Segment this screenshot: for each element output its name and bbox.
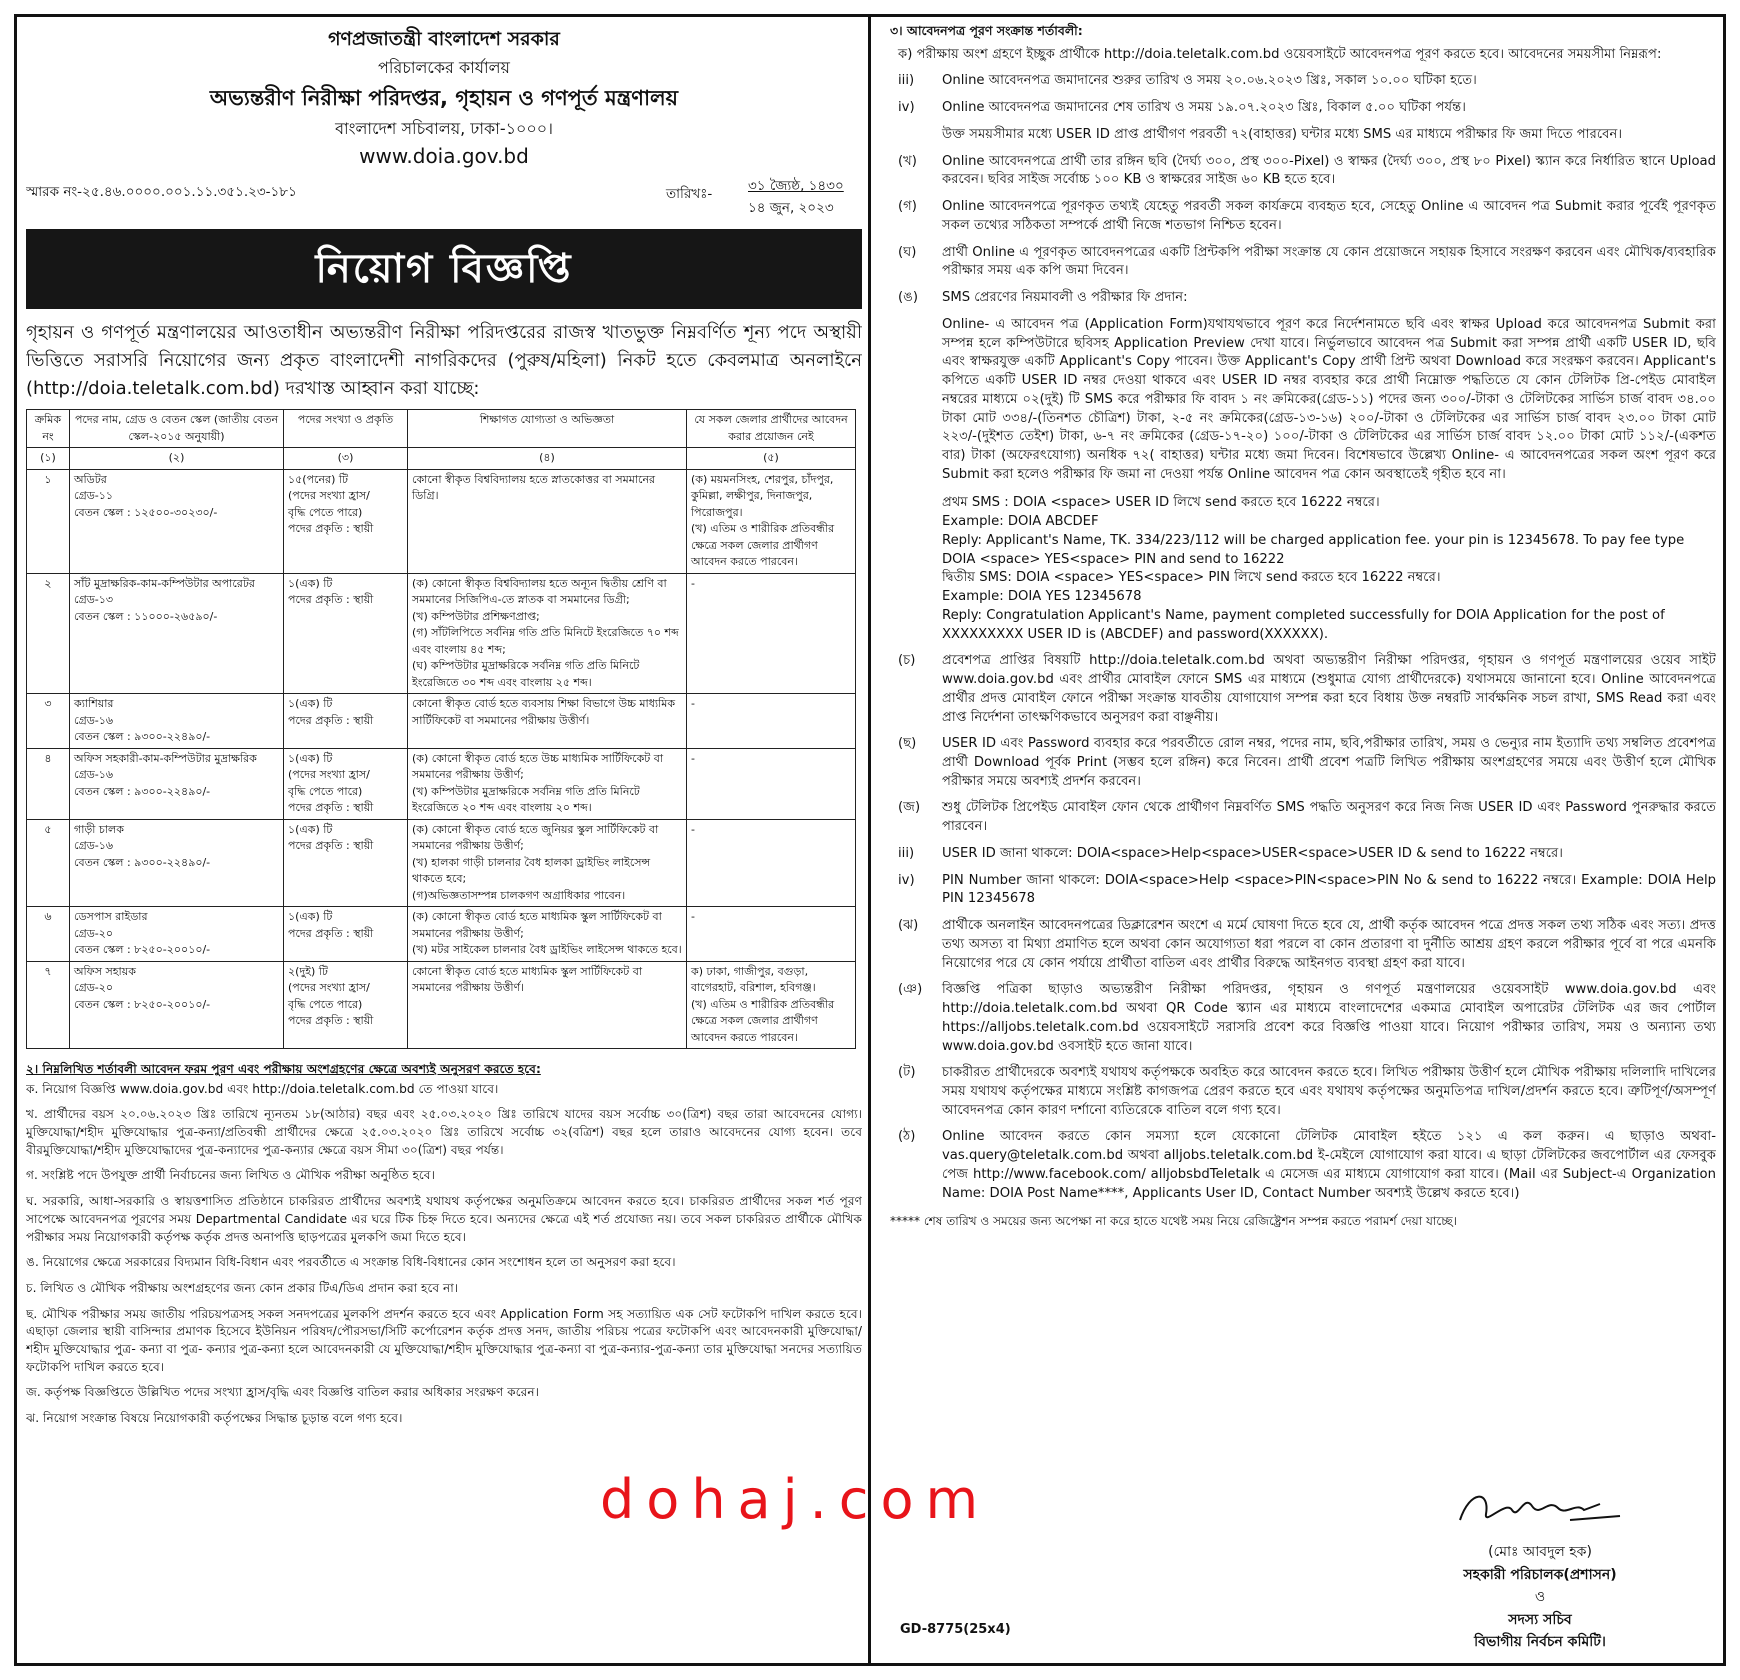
- cell-exclusion: [687, 573, 856, 694]
- watermark: dohaj.com: [600, 1468, 991, 1531]
- cell-post-line: গ্রেড-১৩: [74, 593, 114, 607]
- cell-post: [70, 694, 284, 749]
- header-qualification: শিক্ষাগত যোগ্যতা ও অভিজ্ঞতা: [408, 410, 687, 448]
- item-text: উক্ত সময়সীমার মধ্যে USER ID প্রাপ্ত প্রার্থীগণ পরবর্তী ৭২(বাহাত্তর) ঘন্টার মধ্যে SMS এর মাধ্যমে পরীক্ষার ফি জমা দিতে পারবেন।: [942, 126, 1623, 142]
- item-marker: (চ): [898, 653, 916, 669]
- notice-banner: নিয়োগ বিজ্ঞপ্তি: [26, 229, 862, 309]
- table-body: [27, 469, 856, 1049]
- cell-count-line: ২(দুই) টি: [288, 964, 328, 978]
- item-text: Online আবেদনপত্র জমাদানের শুরুর তারিখ ও সময় ২০.০৬.২০২৩ খ্রিঃ, সকাল ১০.০০ ঘটিকা হতে।: [942, 73, 1477, 89]
- cell-exclusion-line: (খ) এতিম ও শারীরিক প্রতিবন্ধীর ক্ষেত্রে সকল জেলার প্রার্থীগণ আবেদন করতে পারবেন।: [691, 997, 835, 1044]
- colnum: (২): [70, 448, 284, 470]
- cell-post-line: গ্রেড-১৬: [74, 713, 114, 727]
- cell-post-line: বেতন স্কেল : ৯৩০০-২২৪৯০/-: [74, 784, 211, 798]
- cell-post-line: বেতন স্কেল : ১১০০০-২৬৫৯০/-: [74, 609, 218, 623]
- cell-count-line: বৃদ্ধি পেতে পারে): [288, 784, 363, 798]
- cell-qualification: [408, 573, 687, 694]
- cell-post: [70, 819, 284, 907]
- cell-qualification: [408, 469, 687, 573]
- condition-item: ঝ. নিয়োগ সংক্রান্ত বিষয়ে নিয়োগকারী কর্তৃপক্ষের সিদ্ধান্ত চূড়ান্ত বলে গণ্য হবে।: [26, 1411, 403, 1426]
- right-column: [890, 22, 1716, 1662]
- website: www.doia.gov.bd: [359, 144, 529, 169]
- cell-count-line: পদের প্রকৃতি : স্থায়ী: [288, 522, 374, 536]
- application-conditions-title: ৩। আবেদনপত্র পূরণ সংক্রান্ত শর্তাবলী:: [890, 23, 1083, 38]
- cell-post: [70, 748, 284, 819]
- table-header-row: [27, 410, 856, 448]
- condition-item: [890, 917, 1716, 973]
- condition-item: ক. নিয়োগ বিজ্ঞপ্তি www.doia.gov.bd এবং http://doia.teletalk.com.bd তে পাওয়া যাবে।: [26, 1081, 499, 1096]
- cell-post-line: ক্যাশিয়ার: [74, 697, 114, 711]
- sms-line: প্রথম SMS : DOIA <space> USER ID লিখে send করতে হবে 16222 নম্বরে।: [942, 495, 1380, 511]
- item-marker: (ঠ): [898, 1129, 916, 1145]
- item-marker: (ঞ): [898, 982, 923, 998]
- table-row: [27, 961, 856, 1049]
- cell-exclusion-line: ক) ঢাকা, গাজীপুর, বগুড়া, বাগেরহাট, বরিশাল, হবিগঞ্জ।: [691, 964, 816, 995]
- item-marker: (ঘ): [898, 244, 917, 260]
- department-name: অভ্যন্তরীণ নিরীক্ষা পরিদপ্তর, গৃহায়ন ও গণপূর্ত মন্ত্রণালয়: [209, 85, 679, 110]
- cell-exclusion: [687, 748, 856, 819]
- cell-count-line: ১(এক) টি: [288, 697, 333, 711]
- header-exclusion: যে সকল জেলার প্রার্থীদের আবেদন করার প্রয়োজন নেই: [687, 410, 856, 448]
- conditions-title: ২। নিম্নলিখিত শর্তাবলী আবেদন ফরম পুরণ এবং পরীক্ষায় অংশগ্রহণের ক্ষেত্রে অবশ্যই অনুসরণ করতে হবে:: [26, 1062, 541, 1077]
- cell-post-line: বেতন স্কেল : ৯৩০০-২২৪৯০/-: [74, 855, 211, 869]
- date-label: তারিখঃ-: [666, 186, 713, 203]
- item-text: Online আবেদনপত্রে প্রার্থী তার রঙ্গিন ছবি (দৈর্ঘ্য ৩০০, প্রস্থ ৩০০-Pixel) ও স্বাক্ষর (দৈর্ঘ্য ৩০০, প্রস্থ ৮০ Pixel) স্ক্যান করে নির্ধারিত স্থানে Upload করবেন। ছবির সাইজ সর্বোচ্চ ১০০ KB ও স্বাক্ষরের সাইজ ৬০ KB হতে হবে।: [942, 153, 1716, 188]
- cell-post-line: বেতন স্কেল : ৮২৫০-২০০১০/-: [74, 943, 211, 957]
- condition-item: [890, 799, 1716, 836]
- cell-count-line: ১(এক) টি: [288, 910, 333, 924]
- general-conditions: [26, 1061, 862, 1428]
- left-column: [26, 22, 862, 1662]
- cell-serial: ১: [27, 469, 70, 573]
- cell-count-line: বৃদ্ধি পেতে পারে): [288, 997, 363, 1011]
- condition-item: [890, 1128, 1716, 1203]
- cell-serial: ৫: [27, 819, 70, 907]
- cell-count-line: (পদের সংখ্যা হ্রাস/: [288, 768, 370, 782]
- item-text: Online আবেদনপত্রে পূরণকৃত তথ্যই যেহেতু পরবর্তী সকল কার্যক্রমে ব্যবহৃত হবে, সেহেতু Online এ আবেদন পত্র Submit করার পূর্বেই পূরণকৃত সকল তথ্যের সঠিকতা সম্পর্কে প্রার্থী নিজে শতভাগ নিশ্চিত হবেন।: [942, 199, 1716, 233]
- item-text: চাকরীরত প্রার্থীদেরকে অবশ্যই যথাযথ কর্তৃপক্ষকে অবহিত করে আবেদন করতে হবে। লিখিত পরীক্ষায় উত্তীর্ণ হলে মৌখিক পরীক্ষায় দলিলাদি দাখিলের সময় যথাযথ কর্তৃপক্ষের মাধ্যমে সংশ্লিষ্ট কাগজপত্র প্রেরণ করতে হবে এবং যথাযথ কর্তৃপক্ষের অনুমতিপত্র দাখিল/প্রদর্শন করতে হবে। ত্রুটিপূর্ণ/অসম্পূর্ণ আবেদনপত্র কোন কারণ দর্শানো ব্যতিরেকে বাতিল বলে গণ্য হবে।: [942, 1065, 1716, 1118]
- cell-qualification: [408, 961, 687, 1049]
- cell-count: [284, 961, 408, 1049]
- sms-line: Reply: Applicant's Name, TK. 334/223/112 will be charged application fee. your pin is 12345678. To pay fee type DOIA <space> YES<space> PIN and send to 16222: [942, 532, 1685, 567]
- cell-count: [284, 573, 408, 694]
- item-text: শুধু টেলিটক প্রিপেইড মোবাইল ফোন থেকে প্রার্থীগণ নিম্নবর্ণিত SMS পদ্ধতি অনুসরণ করে নিজ নিজ USER ID এবং Password পুনরুদ্ধার করতে পারবেন।: [942, 800, 1716, 835]
- condition-item: গ. সংশ্লিষ্ট পদে উপযুক্ত প্রার্থী নির্বাচনের জন্য লিখিত ও মৌখিক পরীক্ষা অনুষ্ঠিত হবে।: [26, 1168, 435, 1183]
- condition-item: [890, 289, 1716, 308]
- application-items: [890, 72, 1716, 307]
- cell-post-line: গ্রেড-১৬: [74, 768, 114, 782]
- colnum: (৩): [284, 448, 408, 470]
- cell-count-line: (পদের সংখ্যা হ্রাস/: [288, 489, 370, 503]
- advice-note: ***** শেষ তারিখ ও সময়ের জন্য অপেক্ষা না করে হাতে যথেষ্ট সময় নিয়ে রেজিষ্ট্রেশন সম্পন্ন করতে পরামর্শ দেয়া যাচ্ছে।: [890, 1214, 1457, 1229]
- cell-serial: ৬: [27, 907, 70, 962]
- item-text: প্রবেশপত্র প্রাপ্তির বিষয়টি http://doia.teletalk.com.bd অথবা অভ্যন্তরীণ নিরীক্ষা পরিদপ্তর, গৃহায়ন ও গণপূর্ত মন্ত্রণালয়ের ওয়েব সাইট www.doia.gov.bd এবং প্রার্থীর মোবাইল ফোনে SMS এর মাধ্যমে (শুধুমাত্র যোগ্য প্রার্থীদেরকে) যথাসময়ে জানানো হবে। Online আবেদনপত্রে প্রার্থীর প্রদত্ত মোবাইল ফোনে পরীক্ষা সংক্রান্ত যাবতীয় যোগাযোগ সম্পন্ন করা হবে বিধায় উক্ত নম্বরটি সার্বক্ষনিক সচল রাখা, SMS Read করা এবং প্রাপ্ত নির্দেশনা তাৎক্ষণিকভাবে অনুসরণ করা বাঞ্ছনীয়।: [942, 653, 1716, 725]
- item-marker: (ঙ): [898, 290, 918, 306]
- condition-item: [890, 735, 1716, 791]
- cell-count-line: পদের প্রকৃতি : স্থায়ী: [288, 839, 374, 853]
- cell-count-line: পদের প্রকৃতি : স্থায়ী: [288, 1014, 374, 1028]
- date-english: ১৪ জুন, ২০২৩: [748, 200, 834, 217]
- cell-count-line: (পদের সংখ্যা হ্রাস/: [288, 981, 370, 995]
- cell-post-line: বেতন স্কেল : ৮২৫০-২০০১০/-: [74, 997, 211, 1011]
- item-text: SMS প্রেরণের নিয়মাবলী ও পরীক্ষার ফি প্রদান:: [942, 290, 1188, 306]
- cell-post-line: গ্রেড-১১: [74, 489, 114, 503]
- cell-post-line: গ্রেড-২০: [74, 926, 114, 940]
- cell-post-line: অডিটর: [74, 472, 107, 486]
- colnum: (১): [27, 448, 70, 470]
- cell-exclusion: [687, 694, 856, 749]
- cell-qualification: [408, 694, 687, 749]
- condition-item: [890, 126, 1716, 145]
- cell-serial: ৪: [27, 748, 70, 819]
- cell-qualification-line: (গ) সাঁটলিপিতে সর্বনিম্ন গতি প্রতি মিনিটে ইংরেজিতে ৭০ শব্দ এবং বাংলায় ৪৫ শব্দ;: [412, 626, 679, 656]
- cell-post-line: অফিস সহকারী-কাম-কম্পিউটার মুদ্রাক্ষরিক: [74, 751, 257, 765]
- cell-exclusion-line: (খ) এতিম ও শারীরিক প্রতিবন্ধীর ক্ষেত্রে সকল জেলার প্রার্থীগণ আবেদন করতে পারবেন।: [691, 522, 835, 569]
- cell-post-line: বেতন স্কেল : ১২৫০০-৩০২৩০/-: [74, 505, 218, 519]
- cell-qualification-line: কোনো স্বীকৃত বোর্ড হতে ব্যবসায় শিক্ষা বিভাগে উচ্চ মাধ্যমিক সার্টিফিকেট বা সমমানের পরীক্ষায় উত্তীর্ণ।: [412, 697, 676, 727]
- item-marker: (ঝ): [898, 918, 919, 934]
- header-post: পদের নাম, গ্রেড ও বেতন স্কেল (জাতীয় বেতন স্কেল-২০১৫ অনুযায়ী): [70, 410, 284, 448]
- item-marker: iii): [898, 73, 915, 89]
- item-text: বিজ্ঞপ্তি পত্রিকা ছাড়াও অভ্যন্তরীণ নিরীক্ষা পরিদপ্তর, গৃহায়ন ও গণপূর্ত মন্ত্রণালয়ের ওয়েবসাইট www.doia.gov.bd এবং http://doia.teletalk.com.bd অথবা QR Code স্ক্যান এর মাধ্যমে বাংলাদেশের একমাত্র মোবাইল অপারেটর টেলিটক এর জব পোর্টাল https://alljobs.teletalk.com.bd ওয়েবসাইটে সরাসরি প্রবেশ করে বিজ্ঞপ্তি পাওয়া যাবে। নিয়োগ পরীক্ষার তারিখ, সময় ও অন্যান্য তথ্য www.doia.gov.bd ওবসাইট হতে জানা যাবে।: [942, 982, 1716, 1054]
- item-marker: (খ): [898, 153, 917, 169]
- cell-count-line: ১(এক) টি: [288, 822, 333, 836]
- sms-line: Example: DOIA ABCDEF: [942, 514, 1099, 530]
- signatory-committee: বিভাগীয় নির্বচন কমিটি।: [1474, 1633, 1606, 1650]
- cell-exclusion-line: (ক) ময়মনসিংহ, শেরপুর, চাঁদপুর, কুমিল্লা, লক্ষীপুর, দিনাজপুর, পিরোজপুর।: [691, 472, 834, 519]
- cell-post-line: অফিস সহায়ক: [74, 964, 136, 978]
- cell-qualification-line: (ক) কোনো স্বীকৃত বোর্ড হতে মাধ্যমিক স্কুল সার্টিফিকেট বা সমমানের পরীক্ষায় উত্তীর্ণ;: [412, 910, 662, 940]
- cell-post: [70, 961, 284, 1049]
- office-name: পরিচালকের কার্যালয়: [378, 57, 510, 77]
- cell-exclusion-line: -: [691, 576, 695, 590]
- cell-post-line: গ্রেড-১৬: [74, 839, 114, 853]
- condition-item: [890, 845, 1716, 864]
- office-address: বাংলাদেশ সচিবালয়, ঢাকা-১০০০।: [335, 119, 553, 139]
- condition-item: [890, 198, 1716, 235]
- cell-qualification-line: (ক) কোনো স্বীকৃত বোর্ড হতে জুনিয়র স্কুল সার্টিফিকেট বা সমমানের পরীক্ষায় উত্তীর্ণ;: [412, 822, 659, 853]
- gd-code: GD-8775(25x4): [900, 1622, 1011, 1637]
- cell-post: [70, 907, 284, 962]
- colnum: (৫): [687, 448, 856, 470]
- header-count: পদের সংখ্যা ও প্রকৃতি: [284, 410, 408, 448]
- colnum: (৪): [408, 448, 687, 470]
- cell-count: [284, 469, 408, 573]
- cell-qualification-line: (খ) কম্পিউটার প্রশিক্ষণপ্রাপ্ত;: [412, 609, 540, 623]
- condition-item: খ. প্রার্থীদের বয়স ২০.০৬.২০২৩ খ্রিঃ তারিখে ন্যূনতম ১৮(আঠার) বছর এবং ২৫.০৩.২০২০ খ্রিঃ তারিখে যাদের বয়স সর্বোচ্চ ৩০(ত্রিশ) বছর তারা আবেদনের যোগ্য। মুক্তিযোদ্ধা/শহীদ মুক্তিযোদ্ধার পুত্র-কন্যা/প্রতিবন্ধী প্রার্থীদের ক্ষেত্রে ২৫.০৩.২০২০ খ্রিঃ তারিখে সর্বোচ্চ ৩২(বত্রিশ) বছর হলে তারাও আবেদনের যোগ্য হবেন। তবে বীরমুক্তিযোদ্ধা/শহীদ মুক্তিযোদ্ধাদের পুত্র-কন্যাদের পুত্র-কন্যার ক্ষেত্রে বয়স সীমা ৩০(ত্রিশ) বছর পর্যন্ত।: [26, 1107, 862, 1157]
- table-colnum-row: [27, 448, 856, 470]
- cell-exclusion-line: -: [691, 910, 695, 924]
- posts-table: [26, 409, 856, 1049]
- item-text: প্রার্থীকে অনলাইন আবেদনপত্রের ডিক্লারেশন অংশে এ মর্মে ঘোষণা দিতে হবে যে, প্রার্থী কর্তৃক আবেদন পত্রে প্রদত্ত সকল তথ্য সঠিক এবং সত্য। প্রদত্ত তথ্য অসত্য বা মিথ্যা প্রমাণিত হলে অথবা কোন অযোগ্যতা ধরা পরলে বা কোন প্রতারণা বা দুর্নীতি আশ্রয় গ্রহণ করলে পরীক্ষার পূর্বে বা পরে এমনকি নিয়োগের পরে যে কোন পর্যায়ে প্রার্থীতা বাতিল এবং প্রার্থীর বিরুদ্ধে আইনগত ব্যবস্থা গ্রহণ করা যাবে।: [942, 918, 1716, 971]
- gov-name: গণপ্রজাতন্ত্রী বাংলাদেশ সরকার: [328, 28, 560, 50]
- cell-count-line: পদের প্রকৃতি : স্থায়ী: [288, 713, 374, 727]
- cell-exclusion: [687, 469, 856, 573]
- cell-serial: ২: [27, 573, 70, 694]
- item-text: Online আবেদনপত্র জমাদানের শেষ তারিখ ও সময় ১৯.০৭.২০২৩ খ্রিঃ, বিকাল ৫.০০ ঘটিকা পর্যন্ত।: [942, 100, 1466, 116]
- date-bengali: ৩১ জ্যৈষ্ঠ, ১৪৩০: [748, 178, 844, 195]
- condition-item: [890, 244, 1716, 281]
- cell-post-line: গাড়ী চালক: [74, 822, 124, 836]
- item-marker: (ট): [898, 1065, 916, 1081]
- cell-count-line: বৃদ্ধি পেতে পারে): [288, 505, 363, 519]
- cell-count: [284, 907, 408, 962]
- condition-item: [890, 153, 1716, 190]
- cell-qualification: [408, 907, 687, 962]
- condition-item: জ. কর্তৃপক্ষ বিজ্ঞপ্তিতে উল্লিখিত পদের সংখ্যা হ্রাস/বৃদ্ধি এবং বিজ্ঞপ্তি বাতিল করার অধিকার সংরক্ষণ করেন।: [26, 1385, 539, 1400]
- cell-qualification: [408, 819, 687, 907]
- condition-item: ছ. মৌখিক পরীক্ষার সময় জাতীয় পরিচয়পত্রসহ সকল সনদপত্রের মুলকপি প্রদর্শন করতে হবে এবং Application Form সহ সত্যায়িত এক সেট ফটোকপি দাখিল করতে হবে। এছাড়া জেলার স্থায়ী বাসিন্দার প্রমাণক হিসেবে ইউনিয়ন পরিষদ/পৌরসভা/সিটি কর্পোরেশন কর্তৃক প্রদত্ত সনদ, জাতীয় পরিচয় পত্রের ফটোকপি এবং আবেদনকারী মুক্তিযোদ্ধা/শহীদ মুক্তিযোদ্ধার পুত্র- কন্যা বা পুত্র- কন্যার পুত্র-কন্যা হলে আবেদনকারী যে মুক্তিযোদ্ধা/শহীদ মুক্তিযোদ্ধার পুত্র-কন্যা বা পুত্র-কন্যার-পুত্র-কন্যা তার মুক্তিযোদ্ধা সনদের সত্যায়িত ফটোকপি দাখিল করতে হবে।: [26, 1306, 862, 1374]
- condition-item: [890, 99, 1716, 118]
- application-items-2: [890, 652, 1716, 1203]
- cell-count-line: ১(এক) টি: [288, 751, 333, 765]
- cell-qualification-line: (ঘ) কম্পিউটার মুদ্রাক্ষরিকে সর্বনিম্ন গতি প্রতি মিনিটে ইংরেজিতে ৩০ শব্দ এবং বাংলায় ২৫ শব্দ।: [412, 659, 640, 689]
- cell-qualification-line: (খ) হালকা গাড়ী চালনার বৈধ হালকা ড্রাইভিং লাইসেন্স থাকতে হবে;: [412, 855, 651, 886]
- sms-instructions: [890, 316, 1716, 644]
- letterhead: [26, 26, 862, 171]
- table-row: [27, 469, 856, 573]
- cell-qualification-line: কোনো স্বীকৃত বোর্ড হতে মাধ্যমিক স্কুল সার্টিফিকেট বা সমমানের পরীক্ষায় উত্তীর্ণ।: [412, 964, 643, 995]
- cell-qualification: [408, 748, 687, 819]
- cell-count: [284, 819, 408, 907]
- memo-number: স্মারক নং-২৫.৪৬.০০০০.০০১.১১.৩৫১.২৩-১৮১: [26, 184, 297, 201]
- table-row: [27, 573, 856, 694]
- item-marker: iv): [898, 100, 915, 116]
- item-text: USER ID জানা থাকলে: DOIA<space>Help<space>USER<space>USER ID & send to 16222 নম্বরে।: [942, 845, 1564, 861]
- cell-qualification-line: (ক) কোনো স্বীকৃত বোর্ড হতে উচ্চ মাধ্যমিক সার্টিফিকেট বা সমমানের পরীক্ষায় উত্তীর্ণ;: [412, 751, 664, 782]
- cell-count-line: ১(এক) টি: [288, 576, 333, 590]
- cell-count-line: ১৫(পনের) টি: [288, 472, 348, 486]
- cell-qualification-line: (খ) কম্পিউটার মুদ্রাক্ষরিকে সর্বনিম্ন গতি প্রতি মিনিটে ইংরেজিতে ২০ শব্দ এবং বাংলায় ২০ শব্দ।: [412, 784, 640, 815]
- sms-line: দ্বিতীয় SMS: DOIA <space> YES<space> PIN লিখে send করতে হবে 16222 নম্বরে।: [942, 570, 1441, 586]
- cell-exclusion: [687, 907, 856, 962]
- item-marker: iv): [898, 872, 915, 888]
- item-text: USER ID এবং Password ব্যবহার করে পরবর্তীতে রোল নম্বর, পদের নাম, ছবি,পরীক্ষার তারিখ, সময় ও ভেন্যুর নাম ইত্যাদি তথ্য সম্বলিত প্রবেশপত্র প্রার্থী Download পূর্বক Print (সম্ভব হলে রঙ্গিন) করে নিবেন। প্রার্থী প্রবেশ পত্রটি লিখিত পরীক্ষায় অংশগ্রহণের সময়ে এবং উত্তীর্ণ হলে মৌখিক পরীক্ষার সময়ে অবশ্যই প্রদর্শন করবেন।: [942, 736, 1716, 789]
- memo-line: [26, 177, 862, 225]
- cell-post: [70, 469, 284, 573]
- column-divider: [868, 14, 871, 1666]
- item-marker: (গ): [898, 199, 917, 215]
- cell-qualification-line: (ক) কোনো স্বীকৃত বিশ্ববিদ্যালয় হতে অন্যূন দ্বিতীয় শ্রেণি বা সমমানের সিজিপিএ-তে স্নাতক বা সমমানের ডিগ্রী;: [412, 576, 667, 607]
- condition-item: [890, 72, 1716, 91]
- signatory-name: (মোঃ আবদুল হক): [1488, 1544, 1592, 1561]
- condition-item: [890, 981, 1716, 1056]
- signatory-member: সদস্য সচিব: [1508, 1611, 1572, 1628]
- condition-item: [890, 872, 1716, 909]
- table-row: [27, 819, 856, 907]
- signature-block: [1380, 1480, 1700, 1653]
- signatory-title: সহকারী পরিচালক(প্রশাসন): [1463, 1566, 1617, 1583]
- signatory-and: ও: [1534, 1589, 1546, 1606]
- condition-item: ঘ. সরকারি, আধা-সরকারি ও স্বায়ত্তশাসিত প্রতিষ্ঠানে চাকরিরত প্রার্থীদের অবশ্যই যথাযথ কর্তৃপক্ষের অনুমতিক্রমে আবেদন করতে হবে। চাকরিরত প্রার্থীদের সকল শর্ত পূরণ সাপেক্ষে আবেদনপত্র পূরণের সময় Departmental Candidate এর ঘরে টিক চিহ্ন দিতে হবে। অন্যদের ক্ষেত্রে এই শর্ত প্রযোজ্য নয়। তবে সকল চাকরিরত প্রার্থীকে মৌখিক পরীক্ষার সময় নিয়োগকারী কর্তৃপক্ষ কর্তৃক প্রদত্ত অনাপত্তি ছাড়পত্রের মুলকপি জমা দিতে হবে।: [26, 1194, 862, 1244]
- item-marker: (ছ): [898, 736, 917, 752]
- cell-exclusion-line: -: [691, 751, 695, 765]
- sms-line: Reply: Congratulation Applicant's Name, payment completed successfully for DOIA Application for the post of XXXXXXXXX USER ID is (ABCDEF) and password(XXXXXX).: [942, 607, 1665, 642]
- item-text: প্রার্থী Online এ পূরণকৃত আবেদনপত্রের একটি প্রিন্টকপি পরীক্ষা সংক্রান্ত যে কোন প্রয়োজনে সহায়ক হিসাবে সংরক্ষণ করবেন এবং মৌখিক/ব্যবহারিক পরীক্ষার সময় এক কপি জমা দিবেন।: [942, 244, 1716, 279]
- cell-exclusion: [687, 961, 856, 1049]
- cell-qualification-line: কোনো স্বীকৃত বিশ্ববিদ্যালয় হতে স্নাতকোত্তর বা সমমানের ডিগ্রি।: [412, 472, 656, 503]
- cell-post-line: ডেসপাস রাইডার: [74, 910, 148, 924]
- cell-count: [284, 694, 408, 749]
- cell-post-line: গ্রেড-২০: [74, 981, 114, 995]
- item-text: PIN Number জানা থাকলে: DOIA<space>Help <space>PIN<space>PIN No & send to 16222 নম্বরে। Example: DOIA Help PIN 12345678: [942, 872, 1716, 907]
- cell-serial: ৭: [27, 961, 70, 1049]
- cell-count-line: পদের প্রকৃতি : স্থায়ী: [288, 926, 374, 940]
- cell-exclusion-line: -: [691, 697, 695, 711]
- condition-item: ঙ. নিয়োগের ক্ষেত্রে সরকারের বিদ্যমান বিধি-বিধান এবং পরবর্তীতে এ সংক্রান্ত বিধি-বিধানের কোন সংশোধন হলে তা অনুসরণ করা হবে।: [26, 1255, 676, 1270]
- condition-item: [890, 652, 1716, 727]
- cell-exclusion: [687, 819, 856, 907]
- cell-count-line: পদের প্রকৃতি : স্থায়ী: [288, 593, 374, 607]
- item-text: Online আবেদন করতে কোন সমস্যা হলে যেকোনো টেলিটক মোবাইল হইতে ১২১ এ কল করুন। এ ছাড়াও অথবা- vas.query@teletalk.com.bd অথবা alljobs.teletalk.com.bd ই-মেইলে যোগাযোগ করা যাবে। এ ছাড়া টেলিটকের জবপোর্টাল এর ফেসবুক পেজ http://www.facebook.com/ alljobsbdTeletalk এ মেসেজ এর মাধ্যমে যোগাযোগ করা যাবে। (Mail এর Subject-এ Organization Name: DOIA Post Name****, Applicants User ID, Contact Number অবশ্যই উল্লেখ করতে হবে।): [942, 1129, 1716, 1201]
- cell-post-line: বেতন স্কেল : ৯৩০০-২২৪৯০/-: [74, 730, 211, 744]
- cell-post: [70, 573, 284, 694]
- cell-exclusion-line: -: [691, 822, 695, 836]
- cell-count-line: পদের প্রকৃতি : স্থায়ী: [288, 801, 374, 815]
- condition-item: চ. লিখিত ও মৌখিক পরীক্ষায় অংশগ্রহণের জন্য কোন প্রকার টিএ/ডিএ প্রদান করা হবে না।: [26, 1280, 459, 1295]
- cell-serial: ৩: [27, 694, 70, 749]
- table-row: [27, 694, 856, 749]
- item-marker: (জ): [898, 800, 921, 816]
- cell-count: [284, 748, 408, 819]
- condition-ka: ক) পরীক্ষায় অংশ গ্রহণে ইচ্ছুক প্রার্থীকে http://doia.teletalk.com.bd ওয়েবসাইটে আবেদনপত্র পূরণ করতে হবে। আবেদনের সময়সীমা নিম্নরূপ:: [898, 46, 1662, 62]
- signature-icon: [1450, 1480, 1630, 1534]
- item-marker: iii): [898, 845, 915, 861]
- cell-qualification-line: (গ)অভিজ্ঞতাসম্পন্ন চালকগণ অগ্রাধিকার পাবেন।: [412, 888, 626, 902]
- intro-paragraph: গৃহায়ন ও গণপূর্ত মন্ত্রণালয়ের আওতাধীন অভ্যন্তরীণ নিরীক্ষা পরিদপ্তরের রাজস্ব খাতভুক্ত নিম্নবর্ণিত শূন্য পদে অস্থায়ী ভিত্তিতে সরাসরি নিয়োগের জন্য প্রকৃত বাংলাদেশী নাগরিকদের (পুরুষ/মহিলা) নিকট হতে কেবলমাত্র অনলাইনে (http://doia.teletalk.com.bd) দরখাস্ত আহ্বান করা যাচ্ছে:: [26, 322, 862, 400]
- sms-line: Example: DOIA YES 12345678: [942, 589, 1142, 605]
- sms-paragraph: Online- এ আবেদন পত্র (Application Form)যথাযথভাবে পূরণ করে নির্দেশনামতে ছবি এবং স্বাক্ষর Upload করে আবেদনপত্র Submit করা সম্পন্ন হলে কম্পিউটারে ছবিসহ Application Preview দেখা যাবে। নির্ভুলভাবে আবেদন পত্র Submit করা সম্পন্ন প্রার্থী একটি USER ID, ছবি এবং স্বাক্ষরযুক্ত একটি Applicant's Copy পাবেন। উক্ত Applicant's Copy প্রার্থী প্রিন্ট অথবা Download করে সংরক্ষণ করবেন। Applicant's কপিতে একটি USER ID নম্বর দেওয়া থাকবে এবং USER ID নম্বর ব্যবহার করে প্রার্থী নিম্নোক্ত পদ্ধতিতে যে কোন টেলিটক প্রি-পেইড মোবাইল নম্বরের মাধ্যমে ০২(দুই) টি SMS করে পরীক্ষার ফি বাবদ ১ নং ক্রমিকের(গ্রেড-১১) পদের জন্য ৩০০/-টাকা ও টেলিটকের সার্ভিস চার্জ বাবদ ৩৪.০০ টাকা মোট ৩৩৪/-(তিনশত চৌত্রিশ) টাকা, ২-৫ নং ক্রমিকের(গ্রেড-১৩-১৬) ২০০/-টাকা ও টেলিটকের এর সার্ভিস চার্জ বাবদ ২৩.০০ টাকা মোট ২২৩/-(দুইশত তেইশ) টাকা, ৬-৭ নং ক্রমিকের (গ্রেড-১৭-২০) ১০০/-টাকা ও টেলিটকের এর সার্ভিস চার্জ বাবদ ১২.০০ টাকা মোট ১১২/-(একশত বার) টাকা (অফেরৎযোগ্য) অনধিক ৭২( বাহাত্তর) ঘন্টার মধ্যে জমা দিবেন। বিশেষভাবে উল্লেখ্য Online- এ আবেদনপত্রের সকল অংশ পূরণ করে Submit করা হলেও পরীক্ষার ফি জমা না দেওয়া পর্যন্ত Online আবেদন পত্র কোন অবস্থাতেই গৃহীত হবে না।: [942, 316, 1716, 482]
- condition-item: [890, 1064, 1716, 1120]
- table-row: [27, 748, 856, 819]
- cell-qualification-line: (খ) মটর সাইকেল চালনার বৈধ ড্রাইভিং লাইসেন্স থাকতে হবে।: [412, 943, 682, 957]
- cell-post-line: সাঁট মুদ্রাক্ষরিক-কাম-কম্পিউটার অপারেটর: [74, 576, 255, 590]
- table-row: [27, 907, 856, 962]
- header-serial: ক্রমিক নং: [27, 410, 70, 448]
